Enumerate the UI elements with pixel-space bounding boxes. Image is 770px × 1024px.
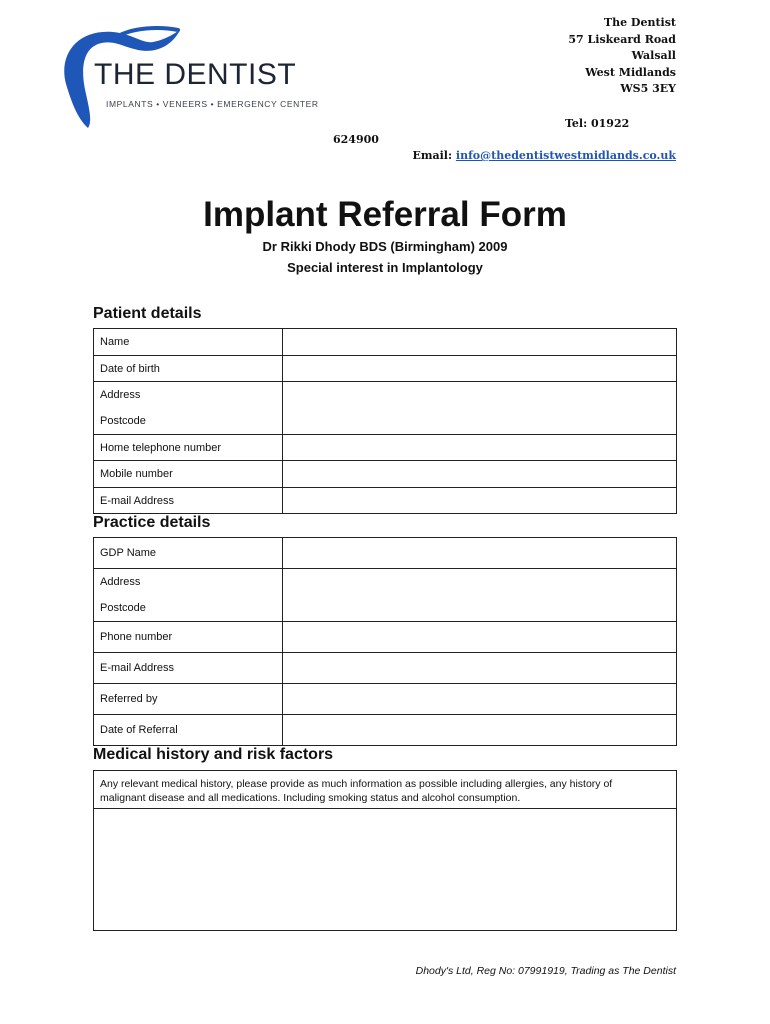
telephone-label: Tel: 01922 xyxy=(565,117,630,130)
medical-history-box xyxy=(93,770,677,931)
phone-field[interactable] xyxy=(283,622,677,653)
practice-address-field[interactable] xyxy=(283,569,677,622)
address-line: 57 Liskeard Road xyxy=(568,32,676,46)
patient-details-table xyxy=(93,328,677,514)
address-line: West Midlands xyxy=(585,65,676,79)
table-row xyxy=(94,715,677,746)
postcode-label: Postcode xyxy=(100,602,146,614)
postcode-label: Postcode xyxy=(100,415,146,427)
referral-date-label: Date of Referral xyxy=(94,715,283,746)
referred-by-field[interactable] xyxy=(283,684,677,715)
practice-email-field[interactable] xyxy=(283,653,677,684)
name-field[interactable] xyxy=(283,329,677,356)
gdp-name-label: GDP Name xyxy=(94,538,283,569)
email-field[interactable] xyxy=(283,488,677,514)
instruction-line: malignant disease and all medications. Including smoking status and alcohol consumption. xyxy=(100,792,521,804)
table-row xyxy=(94,461,677,488)
practice-details-table xyxy=(93,537,677,746)
home-telephone-label: Home telephone number xyxy=(94,435,283,461)
email-label: Email: xyxy=(412,149,453,162)
table-row xyxy=(94,435,677,461)
medical-history-heading: Medical history and risk factors xyxy=(93,746,334,763)
form-specialty: Special interest in Implantology xyxy=(287,260,483,275)
table-row xyxy=(94,684,677,715)
form-subtitle: Dr Rikki Dhody BDS (Birmingham) 2009 xyxy=(262,239,508,254)
address-line: Walsall xyxy=(631,49,676,63)
practice-email-label: E-mail Address xyxy=(94,653,283,684)
referral-date-field[interactable] xyxy=(283,715,677,746)
instruction-line: Any relevant medical history, please provide as much information as possible including allergies, any history of xyxy=(100,778,613,790)
table-row xyxy=(94,569,677,622)
dob-label: Date of birth xyxy=(94,356,283,382)
address-label: Address xyxy=(100,576,141,588)
patient-details-heading: Patient details xyxy=(93,305,202,322)
address-field[interactable] xyxy=(283,382,677,435)
table-row xyxy=(94,356,677,382)
footer-company-info: Dhody's Ltd, Reg No: 07991919, Trading as The Dentist xyxy=(415,965,676,977)
practice-address-postcode-label xyxy=(94,569,283,622)
logo-wordmark: THE DENTIST xyxy=(94,58,297,91)
home-telephone-field[interactable] xyxy=(283,435,677,461)
table-row xyxy=(94,382,677,435)
referred-by-label: Referred by xyxy=(94,684,283,715)
practice-address xyxy=(568,15,676,98)
email-line xyxy=(412,149,676,162)
phone-label: Phone number xyxy=(94,622,283,653)
telephone-continuation: 624900 xyxy=(333,133,379,146)
name-label: Name xyxy=(94,329,283,356)
table-row xyxy=(94,622,677,653)
form-title: Implant Referral Form xyxy=(203,195,567,234)
dob-field[interactable] xyxy=(283,356,677,382)
address-label: Address xyxy=(100,389,141,401)
medical-history-field[interactable] xyxy=(94,809,676,930)
email-label: E-mail Address xyxy=(94,488,283,514)
address-line: WS5 3EY xyxy=(620,82,676,96)
practice-logo xyxy=(58,24,328,134)
practice-details-heading: Practice details xyxy=(93,514,211,531)
address-postcode-label xyxy=(94,382,283,435)
mobile-label: Mobile number xyxy=(94,461,283,488)
table-row xyxy=(94,488,677,514)
table-row xyxy=(94,653,677,684)
address-line: The Dentist xyxy=(603,16,676,29)
medical-history-instructions xyxy=(94,771,676,809)
gdp-name-field[interactable] xyxy=(283,538,677,569)
mobile-field[interactable] xyxy=(283,461,677,488)
table-row xyxy=(94,538,677,569)
table-row xyxy=(94,329,677,356)
logo-tagline: IMPLANTS • VENEERS • EMERGENCY CENTER xyxy=(106,99,319,109)
email-link[interactable]: info@thedentistwestmidlands.co.uk xyxy=(455,149,676,162)
